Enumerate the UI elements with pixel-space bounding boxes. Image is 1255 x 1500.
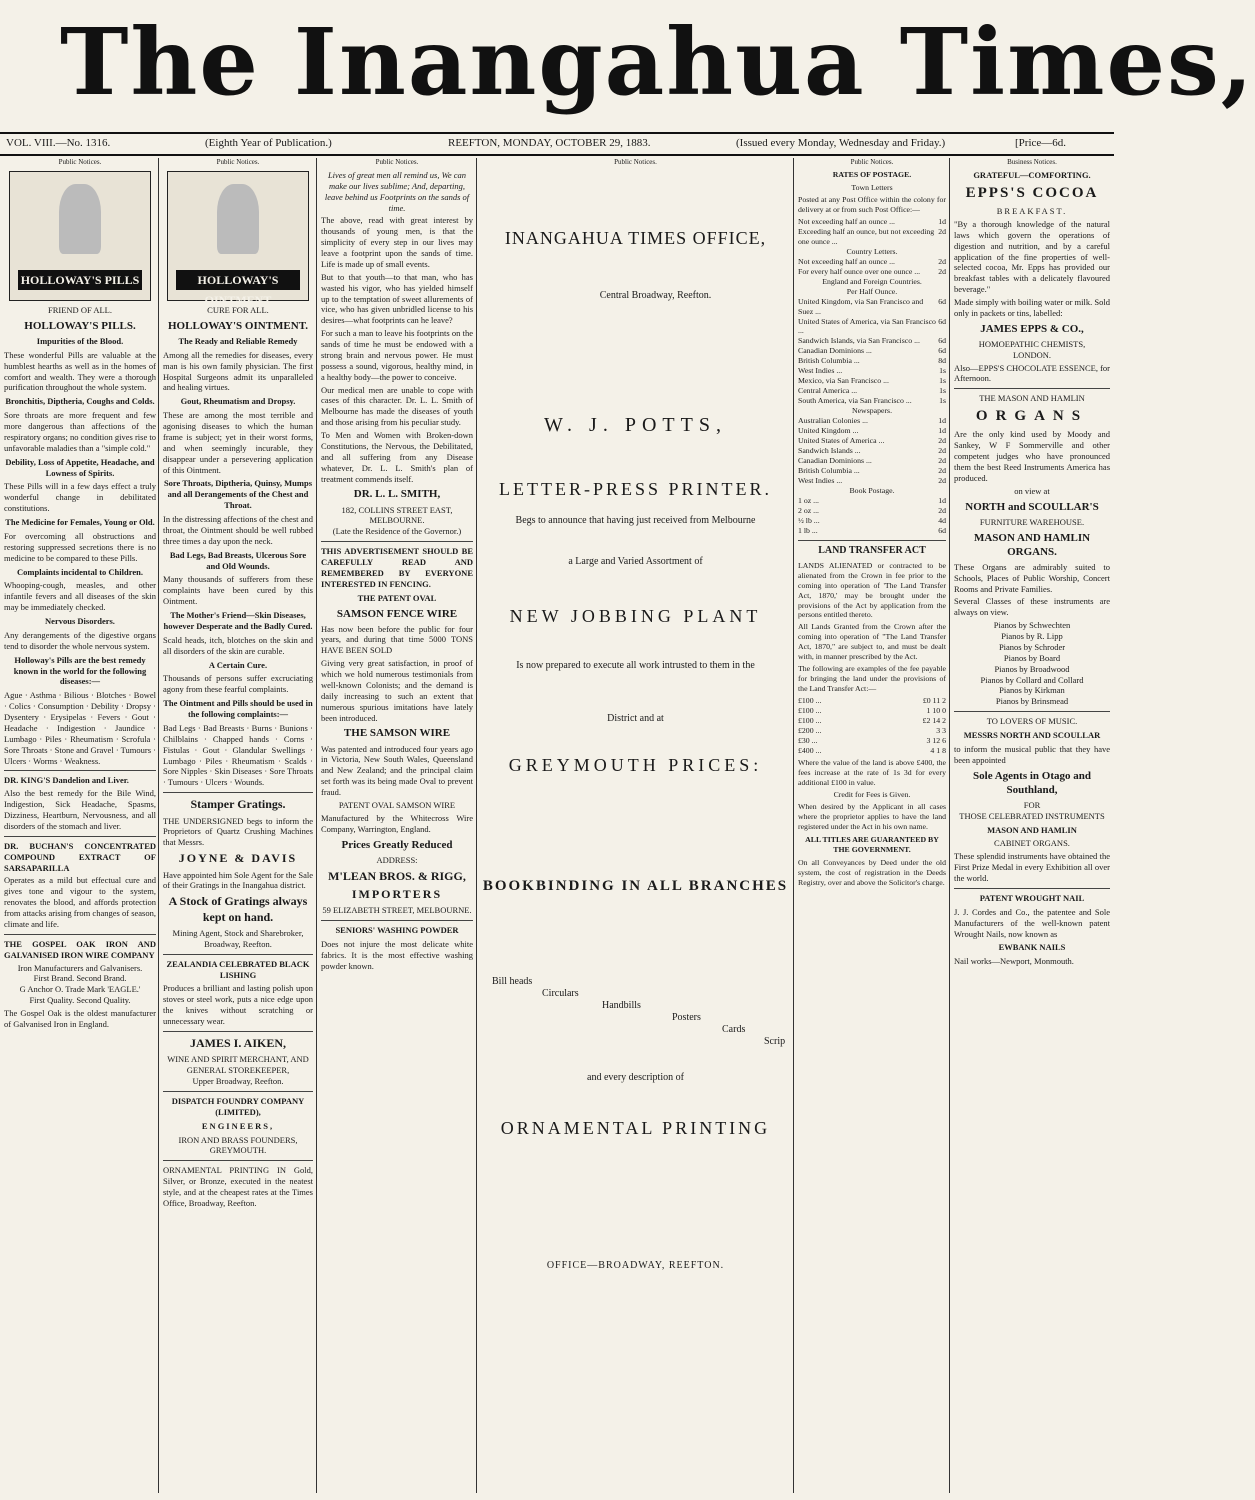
stamper-gratings-heading: Stamper Gratings. [190, 797, 286, 812]
country-letters: Country Letters. [846, 246, 898, 256]
mason-hamlin-label: THE MASON AND HAMLIN [979, 393, 1085, 404]
execute-work: Is now prepared to execute all work intrusted to them in the [516, 660, 755, 672]
importers: IMPORTERS [351, 886, 443, 901]
celebrated-instruments: THOSE CELEBRATED INSTRUMENTS [959, 810, 1105, 821]
patent-oval: THE PATENT OVAL [357, 592, 437, 603]
dr-smith-name: DR. L. L. SMITH, [353, 488, 441, 501]
homoeopathic-chemists: HOMOEPATHIC CHEMISTS, [978, 338, 1086, 349]
price: [Price—6d. [1015, 137, 1067, 149]
address-label: ADDRESS: [376, 854, 418, 865]
sole-agents: Sole Agents in Otago and Southland, [973, 769, 1091, 796]
rates-of-postage: RATES OF POSTAGE. [832, 169, 912, 179]
ointment-subhead-1: The Ready and Reliable Remedy [178, 335, 298, 346]
stock-of-gratings: A Stock of Gratings always kept on hand. [168, 894, 308, 924]
pills-subhead-5: Complaints incidental to Children. [17, 566, 143, 577]
ointment-subhead-5: The Mother's Friend—Skin Diseases, however Desperate and the Badly Cured. [163, 610, 313, 631]
ornamental-printing: ORNAMENTAL PRINTING [500, 1117, 771, 1138]
bookbinding: BOOKBINDING IN ALL BRANCHES [482, 877, 789, 894]
holloway-pills-banner: HOLLOWAY'S PILLS [18, 270, 142, 290]
ointment-title: HOLLOWAY'S OINTMENT. [168, 319, 308, 332]
aiken-name: JAMES I. AIKEN, [189, 1035, 287, 1050]
scrip: Scrip [764, 1035, 786, 1047]
james-epps: JAMES EPPS & CO., [980, 322, 1084, 335]
samson-wire-heading: THE SAMSON WIRE [343, 727, 451, 740]
only-kind: Are the only kind used by Moody and Sankey, W F Sommerville and other competent judges who have pronounced them the best Reed Instruments America has produced. [954, 429, 1110, 483]
district: District and at [607, 712, 664, 724]
land-transfer-act: LAND TRANSFER ACT [818, 544, 926, 556]
figure-icon [217, 184, 259, 254]
mclean-bros: M'LEAN BROS. & RIGG, [328, 868, 466, 883]
holloway-ointment-banner: HOLLOWAY'S OINTMENT [176, 270, 300, 290]
large-varied: a Large and Varied Assortment of [568, 556, 703, 568]
gospel-oak-subtitle: Iron Manufacturers and Galvanisers. [17, 962, 143, 973]
patent-mark: PATENT OVAL SAMSON WIRE [338, 799, 456, 810]
pills-title: HOLLOWAY'S PILLS. [24, 319, 136, 332]
dr-buchan-heading: DR. BUCHAN'S CONCENTRATED COMPOUND EXTRACT OF SARSAPARILLA [4, 840, 156, 873]
trade-mark: G Anchor O. Trade Mark 'EAGLE.' [19, 984, 141, 995]
joyne-davis: JOYNE & DAVIS [178, 851, 298, 866]
england-foreign: England and Foreign Countries. [822, 276, 922, 286]
breakfast: BREAKFAST. [996, 206, 1068, 217]
masthead-title: The Inangahua Times, [60, 8, 1255, 116]
elizabeth-street: 59 ELIZABETH STREET, MELBOURNE. [322, 905, 472, 916]
dr-smith-note: (Late the Residence of the Governor.) [332, 526, 462, 537]
column-5: Public Notices. RATES OF POSTAGE. Town Letters Posted at any Post Office within the colony for delivery at or from such Post Office:— Not exceeding half an ounce ... 1d Exceeding half an ounce, but not exceeding one ounce ... 2d Country Letters. Not exceeding half an ounce ... 2d For every half ounce over one ounce ... 2d England and Foreign Countries. Per Half Ounce. United Kingdom, via San Francisco and Suez ... 6d United States of America, via San Francisco ... 6d Sandwich Islands, via San Francisco ... 6d Canadian Dominions ... 6d British Columbia ... 8d West Indies ... 1s Mexico, via San Francisco ... 1s Central America ... 1s South America, via San Francisco ... 1s Newspapers. Australian Colonies ... 1d United Kingdom ... 1d United States of America ... 2d Sandwich Islands ... 2d Canadian Dominions ... 2d British Columbia ... 2d West Indies ... 2d Book Postage. 1 oz ... 1d 2 oz ... 2d ½ lb ... 4d 1 lb ... 6d LAND TRANSFER ACT LANDS ALIENATED or contracted to be alienated from the Crown in fee prior to the coming into operation of 'The Land Transfer Act, 1870,' may be brought under the provisions of the Act by application from the persons entitled thereto. All Lands Granted from the Crown after the coming into operation of "The Land Transfer Act, 1870," are subject to, and must be dealt with, in manner prescribed by the Act. The following are examples of the fee payable for bringing the land under the provisions of the Land Transfer Act:— £100 ... £0 11 2 £100 ... 1 10 0 £100 ... £2 14 2 £200 ... 3 3 £30 ... 3 12 6 £400 ... 4 1 8 Where the value of the land is above £400, the fees increase at the rate of 1s 3d for every additional £100 in value. Credit for Fees is Given. When desired by the Applicant in all cases where the proprietor applies to have the land registered under the Act in his own name. ALL TITLES ARE GUARANTEED BY THE GOVERNMENT. On all Conveyances by Deed under the old system, the cost of registration in the Deeds Registry, over and above the Solicitor's charge. [798, 158, 946, 887]
central-broadway: Central Broadway, Reefton. [599, 289, 712, 301]
column-header: Public Notices. [850, 158, 894, 166]
dateline [0, 132, 1114, 156]
mining-agent: Mining Agent, Stock and Sharebroker, Broadway, Reefton. [172, 927, 304, 949]
column-2: Public Notices. HOLLOWAY'S OINTMENT CURE FOR ALL. HOLLOWAY'S OINTMENT. The Ready and Reliable Remedy Among all the remedies for diseases, every man is his own family physician. The first Hospital Surgeons admit its unparalleled and healing virtues. Gout, Rheumatism and Dropsy. These are among the most terrible and agonising diseases to which the human frame is subject; yet in their worst forms, and when seemingly incurable, they disappear under a persevering application of this Ointment. Sore Throats, Diptheria, Quinsy, Mumps and all Derangements of the Chest and Throat. In the distressing affections of the chest and throat, the Ointment should be well rubbed three times a day upon the neck. Bad Legs, Bad Breasts, Ulcerous Sore and Old Wounds. Many thousands of sufferers from these complaints have been cured by this Ointment. The Mother's Friend—Skin Diseases, however Desperate and the Badly Cured. Scald heads, itch, blotches on the skin and all disorders of the skin are curable. A Certain Cure. Thousands of persons suffer excruciating agony from these fearful complaints. The Ointment and Pills should be used in the following complaints:— Bad Legs · Bad Breasts · Burns · Bunions · Chilblains · Chapped hands · Corns · Fistulas · Gout · Glandular Swellings · Lumbago · Piles · Rheumatism · Scalds · Sore Nipples · Skin Diseases · Sore Throats · Tumours · Ulcers · Wounds. Stamper Gratings. THE UNDERSIGNED begs to inform the Proprietors of Quartz Crushing Machines that Messrs. JOYNE & DAVIS Have appointed him Sole Agent for the Sale of their Gratings in the Inangahua district. A Stock of Gratings always kept on hand. Mining Agent, Stock and Sharebroker, Broadway, Reefton. ZEALANDIA CELEBRATED BLACK LISHING Produces a brilliant and lasting polish upon stoves or steel work, puts a nice edge upon the knives without scratching or unnecessary wear. JAMES I. AIKEN, WINE AND SPIRIT MERCHANT, AND GENERAL STOREKEEPER, Upper Broadway, Reefton. DISPATCH FOUNDRY COMPANY (LIMITED), ENGINEERS, IRON AND BRASS FOUNDERS, GREYMOUTH. ORNAMENTAL PRINTING IN Gold, Silver, or Bronze, executed in the neatest style, and at the cheapest rates at the Times Office, Broadway, Reefton. [163, 158, 313, 1208]
ointment-subhead-2: Gout, Rheumatism and Dropsy. [180, 396, 296, 407]
office-footer: OFFICE—BROADWAY, REEFTON. [546, 1259, 725, 1271]
holloway-ointment-illustration [167, 171, 309, 307]
gospel-oak-footer: The Gospel Oak is the oldest manufacturer of Galvanised Iron in England. [4, 1008, 156, 1029]
titles-guaranteed: ALL TITLES ARE GUARANTEED BY THE GOVERNMENT. [805, 834, 939, 854]
dr-smith-address: 182, COLLINS STREET EAST, MELBOURNE. [341, 504, 453, 526]
epps-chocolate: Also—EPPS'S CHOCOLATE ESSENCE, for Afternoon. [954, 362, 1110, 384]
ornamental-printing-notice: ORNAMENTAL PRINTING IN Gold, Silver, or Bronze, executed in the neatest style, and at the cheapest rates at the Times Office, Broadway, Reefton. [163, 1165, 313, 1208]
verse: Lives of great men all remind us, We can make our lives sublime; And, departing, leave behind us Footprints on the sands of time. [324, 169, 470, 213]
undersigned-notice: THE UNDERSIGNED begs to inform the Proprietors of Quartz Crushing Machines that Messrs. [163, 815, 313, 848]
lovers-of-music: TO LOVERS OF MUSIC. [986, 716, 1078, 727]
appointed-notice: Have appointed him Sole Agent for the Sale of their Gratings in the Inangahua district. [163, 869, 313, 891]
column-4 [482, 158, 789, 1493]
pills-subhead-7: Holloway's Pills are the best remedy known in the world for the following diseases:— [13, 654, 147, 687]
samson-fence-wire: SAMSON FENCE WIRE [336, 607, 458, 620]
dispatch-foundry: DISPATCH FOUNDRY COMPANY (LIMITED), [171, 1095, 305, 1117]
grateful-comforting: GRATEFUL—COMFORTING. [973, 169, 1091, 180]
aiken-address: Upper Broadway, Reefton. [192, 1076, 284, 1087]
holloway-pills-illustration [9, 171, 151, 301]
column-header: Public Notices. [58, 158, 102, 166]
potts-name: W. J. POTTS, [544, 413, 727, 436]
cards: Cards [722, 1023, 746, 1035]
cure-for-all: CURE FOR ALL. [207, 304, 269, 315]
zealandia-heading: ZEALANDIA CELEBRATED BLACK LISHING [166, 958, 310, 980]
patent-wrought-nail: PATENT WROUGHT NAIL [979, 892, 1085, 903]
place-date: REEFTON, MONDAY, OCTOBER 29, 1883. [448, 137, 651, 149]
cabinet-organs: CABINET ORGANS. [994, 838, 1070, 849]
year-of-publication: (Eighth Year of Publication.) [205, 137, 332, 149]
volume-number: VOL. VIII.—No. 1316. [6, 137, 111, 149]
ointment-subhead-4: Bad Legs, Bad Breasts, Ulcerous Sore and Old Wounds. [169, 549, 307, 571]
on-view: on view at [1014, 485, 1050, 496]
prices-reduced: Prices Greatly Reduced [341, 838, 453, 851]
pills-subhead-3: Debility, Loss of Appetite, Headache, and Lowness of Spirits. [5, 456, 155, 478]
london: LONDON. [1012, 349, 1051, 360]
furniture-warehouse: FURNITURE WAREHOUSE. [979, 516, 1085, 527]
mason-hamlin-cabinet: MASON AND HAMLIN [987, 824, 1077, 835]
column-header: Public Notices. [216, 158, 260, 166]
pills-subhead-6: Nervous Disorders. [45, 616, 115, 627]
credit-for-fees: Credit for Fees is Given. [833, 789, 911, 799]
begs-announce: Begs to announce that having just received from Melbourne [515, 515, 756, 527]
aiken-trade: WINE AND SPIRIT MERCHANT, AND GENERAL STOREKEEPER, [167, 1054, 309, 1076]
masthead [0, 0, 1255, 130]
column-header: Public Notices. [375, 158, 419, 166]
column-3: Public Notices. Lives of great men all remind us, We can make our lives sublime; And, departing, leave behind us Footprints on the sands of time. The above, read with great interest by thousands of young men, is that the simplicity of every step in our lives may leave a footprint upon the sands of time. Life is made up of small events. But to that youth—to that man, who has wasted his vigor, who has yielded himself up to the temptation of sweet allurements of vice, who has given unbridled license to his desires—what footprints can he leave? For such a man to leave his footprints on the sands of time he must be endowed with a strong brain and nervous power. He must possess a sound, vigorous, healthy mind, in a healthy body—the power to conceive. Our medical men are unable to cope with cases of this character. Dr. L. L. Smith of Melbourne has made the diseases of youth and those arising from his peculiar study. To Men and Women with Broken-down Constitutions, the Nervous, the Debilitated, and all suffering from any Disease whatever, Dr. L. L. Smith's plan of treatment commends itself. DR. L. L. SMITH, 182, COLLINS STREET EAST, MELBOURNE. (Late the Residence of the Governor.) THIS ADVERTISEMENT SHOULD BE CAREFULLY READ AND REMEMBERED BY EVERYONE INTERESTED IN FENCING. THE PATENT OVAL SAMSON FENCE WIRE Has now been before the public for four years, and during that time 5000 TONS HAVE BEEN SOLD Giving very great satisfaction, in proof of which we hold numerous testimonials from well-known Colonists; and the demand is daily increasing to such an extent that numerous spurious imitations have lately been introduced. THE SAMSON WIRE Was patented and introduced four years ago in Victoria, New South Wales, Queensland and New Zealand; and the principal claim set forth was its being made Oval to prevent fraud. PATENT OVAL SAMSON WIRE Manufactured by the Whitecross Wire Company, Warrington, England. Prices Greatly Reduced ADDRESS: M'LEAN BROS. & RIGG, IMPORTERS 59 ELIZABETH STREET, MELBOURNE. SENIORS' WASHING POWDER Does not injure the most delicate white fabrics. It is the most effective washing powder known. [321, 158, 473, 971]
ointment-subhead-3: Sore Throats, Diptheria, Quinsy, Mumps and all Derangements of the Chest and Throat. [163, 478, 313, 511]
engineers: ENGINEERS, [201, 1120, 275, 1131]
nail-works: Nail works—Newport, Monmouth. [954, 956, 1074, 967]
seniors-washing-powder: SENIORS' WASHING POWDER [335, 925, 459, 936]
circulars: Circulars [542, 987, 579, 999]
gospel-oak-heading: THE GOSPEL OAK IRON AND GALVANISED IRON WIRE COMPANY [4, 938, 156, 960]
ointment-subhead-7: The Ointment and Pills should be used in the following complaints:— [163, 698, 313, 720]
column-header: Public Notices. [614, 158, 657, 166]
posters: Posters [672, 1011, 701, 1023]
brand-labels: First Brand. Second Brand. [33, 973, 127, 984]
column-1: Public Notices. HOLLOWAY'S PILLS FRIEND OF ALL. HOLLOWAY'S PILLS. Impurities of the Blood. These wonderful Pills are valuable at the humblest hearths as well as in the homes of comfort and wealth. They were a thorough purification throughout the whole system. Bronchitis, Diptheria, Coughs and Colds. Sore throats are more frequent and few more dangerous than affections of the respiratory organs; no condition gives rise to unfavorable maladies than a "simple cold." Debility, Loss of Appetite, Headache, and Lowness of Spirits. These Pills will in a few days effect a truly wonderful change in debilitated constitutions. The Medicine for Females, Young or Old. For overcoming all obstructions and restoring suppressed secretions there is no medicine to be compared to these Pills. Complaints incidental to Children. Whooping-cough, measles, and other infantile fevers and all diseases of the skin may be immediately checked. Nervous Disorders. Any derangements of the digestive organs tend to disorder the whole nervous system. Holloway's Pills are the best remedy known in the world for the following diseases:— Ague · Asthma · Bilious · Blotches · Bowel · Colics · Consumption · Debility · Dropsy · Dysentery · Erysipelas · Fevers · Gout · Headache · Indigestion · Jaundice · Lumbago · Piles · Rheumatism · Scrofula · Sore Throats · Stone and Gravel · Tumours · Ulcers · Worms · Weakness. DR. KING'S Dandelion and Liver. Also the best remedy for the Bile Wind, Indigestion, Sick Headache, Spasms, Dizziness, Heartburn, Nervousness, and all disorders of the stomach and liver. DR. BUCHAN'S CONCENTRATED COMPOUND EXTRACT OF SARSAPARILLA Operates as a mild but effectual cure and gives tone and vigour to the system, renovates the blood, and affords protection from attacks arising from changes of season, climate and life. THE GOSPEL OAK IRON AND GALVANISED IRON WIRE COMPANY Iron Manufacturers and Galvanisers. First Brand. Second Brand. G Anchor O. Trade Mark 'EAGLE.' First Quality. Second Quality. The Gospel Oak is the oldest manufacturer of Galvanised Iron in England. [4, 158, 156, 1029]
every-description: and every description of [587, 1071, 684, 1083]
cordes-notice: J. J. Cordes and Co., the patentee and Sole Manufacturers of the well-known patent Wrought Nails, now known as [954, 906, 1110, 939]
figure-icon [59, 184, 101, 254]
fencing-advert: THIS ADVERTISEMENT SHOULD BE CAREFULLY READ AND REMEMBERED BY EVERYONE INTERESTED IN FENCING. [321, 546, 473, 589]
issued-days: (Issued every Monday, Wednesday and Friday.) [736, 137, 946, 149]
bill-heads: Bill heads [492, 975, 533, 987]
mason-hamlin-organs: MASON AND HAMLIN ORGANS. [973, 531, 1091, 558]
handbills: Handbills [602, 999, 641, 1011]
dr-king-heading: DR. KING'S Dandelion and Liver. [4, 775, 129, 786]
organs-heading: ORGANS [975, 408, 1089, 425]
column-6: Business Notices. GRATEFUL—COMFORTING. EPPS'S COCOA BREAKFAST. "By a thorough knowledge of the natural laws which govern the operations of digestion and nutrition, and by a careful application of the fine properties of well-selected cocoa, Mr. Epps has provided our breakfast tables with a delicately flavoured beverage." Made simply with boiling water or milk. Sold only in packets or tins, labelled: JAMES EPPS & CO., HOMOEPATHIC CHEMISTS, LONDON. Also—EPPS'S CHOCOLATE ESSENCE, for Afternoon. THE MASON AND HAMLIN ORGANS Are the only kind used by Moody and Sankey, W F Sommerville and other competent judges who have pronounced them the best Reed Instruments America has produced. on view at NORTH and SCOULLAR'S FURNITURE WAREHOUSE. MASON AND HAMLIN ORGANS. These Organs are admirably suited to Schools, Places of Public Worship, Concert Rooms and Private Families. Several Classes of these instruments are always on view. Pianos by Schwechten Pianos by R. Lipp Pianos by Schroder Pianos by Board Pianos by Broadwood Pianos by Collard and Collard Pianos by Kirkman Pianos by Brinsmead TO LOVERS OF MUSIC. MESSRS NORTH AND SCOULLAR to inform the musical public that they have been appointed Sole Agents in Otago and Southland, FOR THOSE CELEBRATED INSTRUMENTS MASON AND HAMLIN CABINET ORGANS. These splendid instruments have obtained the First Prize Medal in every Exhibition all over the world. PATENT WROUGHT NAIL J. J. Cordes and Co., the patentee and Sole Manufacturers of the well-known patent Wrought Nails, now known as EWBANK NAILS Nail works—Newport, Monmouth. [954, 158, 1110, 967]
lands-alienated: LANDS ALIENATED or contracted to be alienated from the Crown in fee prior to the coming into operation of 'The Land Transfer Act, 1870,' may be brought under the provisions of the Act by application from the persons entitled thereto. [798, 560, 946, 620]
book-postage: Book Postage. [849, 485, 895, 495]
per-half-ounce: Per Half Ounce. [846, 286, 898, 296]
jobbing-plant: NEW JOBBING PLANT [509, 606, 762, 626]
quality-labels: First Quality. Second Quality. [29, 995, 131, 1006]
ointment-subhead-6: A Certain Cure. [208, 659, 268, 670]
printing-list [482, 976, 789, 1066]
tons-sold: Has now been before the public for four years, and during that time 5000 TONS HAVE BEEN SOLD [321, 623, 473, 656]
town-letters: Town Letters [851, 182, 893, 192]
ewbank-nails: EWBANK NAILS [998, 942, 1066, 953]
pills-subhead-1: Impurities of the Blood. [36, 335, 124, 346]
pills-subhead-4: The Medicine for Females, Young or Old. [5, 517, 155, 528]
times-office: INANGAHUA TIMES OFFICE, [504, 227, 767, 248]
for-label: FOR [1023, 799, 1041, 810]
founders: IRON AND BRASS FOUNDERS, GREYMOUTH. [178, 1134, 298, 1156]
letter-press-printer: LETTER-PRESS PRINTER. [498, 479, 772, 500]
greymouth-prices: GREYMOUTH PRICES: [508, 754, 763, 775]
friend-of-all: FRIEND OF ALL. [48, 304, 112, 315]
pills-subhead-2: Bronchitis, Diptheria, Coughs and Colds. [5, 396, 155, 407]
north-scoullar: NORTH and SCOULLAR'S [965, 500, 1099, 513]
newspapers: Newspapers. [851, 406, 893, 416]
column-header: Business Notices. [1007, 158, 1057, 166]
epps-cocoa: EPPS'S COCOA [965, 184, 1099, 201]
messrs-north: MESSRS NORTH AND SCOULLAR [963, 730, 1101, 741]
